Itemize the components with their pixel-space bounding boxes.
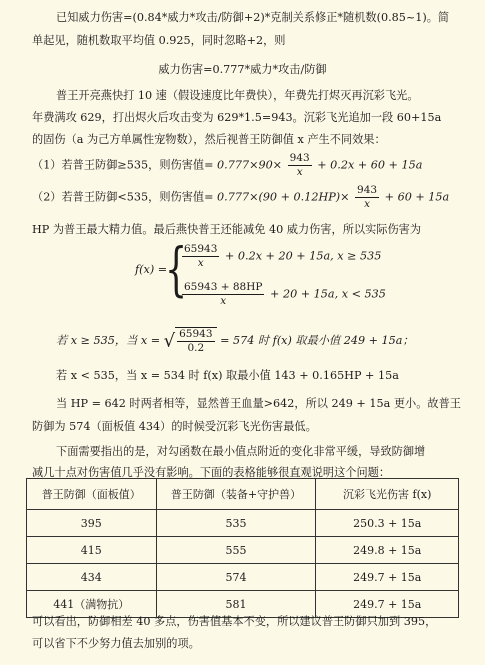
case2-numerator: 943: [357, 184, 378, 196]
top-numerator: 65943: [184, 243, 218, 255]
hp-line: HP 为普王最大精力值。最后燕快普王还能减免 40 威力伤害，所以实际伤害为: [32, 223, 422, 236]
bottom-numerator: 65943 + 88HP: [184, 281, 263, 293]
header-total-defense: 普王防御（装备+守护兽）: [156, 479, 316, 510]
table-intro-2: 减几十点对伤害值几乎没有影响。下面的表格能够很直观说明这个问题：: [32, 466, 391, 479]
case1-line: [32, 152, 453, 179]
table-cell: 249.7 + 15a: [316, 564, 459, 591]
bottom-fraction: [182, 281, 264, 308]
case2-line: [32, 184, 453, 211]
case1-numerator: 943: [289, 152, 310, 164]
case1-fraction: [288, 152, 312, 179]
table-cell: 441（满物抗）: [27, 591, 157, 618]
bottom-rest: + 20 + 15a, x < 535: [270, 287, 386, 301]
min1-tail: = 574 时 f(x) 取最小值 249 + 15a；: [220, 334, 414, 347]
piecewise-top: [180, 243, 453, 270]
table-cell: 249.8 + 15a: [316, 537, 459, 564]
table-cell: 555: [156, 537, 316, 564]
header-panel-defense: 普王防御（面板值）: [27, 479, 157, 510]
table-row: [27, 510, 459, 537]
para2-line-2: 年费满攻 629，打出烬火后攻击变为 629*1.5=943。沉彩飞光追加一段 60+15a: [32, 111, 442, 124]
table-cell: 415: [27, 537, 157, 564]
piecewise-bottom: [180, 281, 453, 308]
table-cell: 249.7 + 15a: [316, 591, 459, 618]
table-cell: 395: [27, 510, 157, 537]
para2-line-1: 普王开亮燕快打 10 速（假设速度比年费快），年费先打烬灭再沉彩飞光。: [56, 89, 419, 102]
case1-post: + 0.2x + 60 + 15a: [317, 158, 423, 172]
case2-pre: 0.777×(90 + 0.12HP)×: [217, 190, 350, 204]
min2-line: 若 x < 535，当 x = 534 时 f(x) 取最小值 143 + 0.165HP + 15a: [56, 369, 399, 382]
top-fraction: [182, 243, 219, 270]
sqrt-expression: √ $\frac{65943}{0.2}$: [164, 327, 217, 355]
table-cell: 574: [156, 564, 316, 591]
table-cell: 581: [156, 591, 316, 618]
case2-fraction: [355, 184, 379, 211]
min1-line: [56, 327, 453, 355]
case1-pre: 0.777×90×: [217, 158, 283, 172]
table-row: [27, 564, 459, 591]
intro-line-2: 单起见，随机数取平均值 0.925，同时忽略+2，则: [32, 34, 286, 47]
case1-denominator: x: [296, 166, 303, 178]
table-cell: 250.3 + 15a: [316, 510, 459, 537]
table-cell: 535: [156, 510, 316, 537]
para2-line-3: 的固伤（a 为己方单属性宠物数），然后视普王防御值 x 产生不同效果：: [32, 133, 386, 146]
conclusion-line-1: 可以看出，防御相差 40 多点，伤害值基本不变，所以建议普王防御只加到 395，: [32, 615, 437, 628]
top-rest: + 0.2x + 20 + 15a, x ≥ 535: [224, 249, 382, 263]
case2-denominator: x: [364, 198, 371, 210]
piecewise-brace: {: [165, 235, 188, 303]
intro-line-1: 已知威力伤害=(0.84*威力*攻击/防御+2)*克制关系修正*随机数(0.85~1)。简: [56, 11, 450, 24]
min1-lead: 若 x ≥ 535，当 x =: [56, 334, 161, 347]
fx-label: f(x) =: [135, 263, 168, 276]
table-intro-1: 下面需要指出的是，对勾函数在最小值点附近的变化非常平缓，导致防御增: [56, 445, 426, 458]
table-cell: 434: [27, 564, 157, 591]
sqrt-numerator: 65943: [179, 328, 213, 340]
defense-damage-table: [26, 478, 459, 618]
conclusion-line-2: 可以省下不少努力值去加别的项。: [32, 637, 200, 650]
hp642-line-2: 防御为 574（面板值 434）的时候受沉彩飞光伤害最低。: [32, 420, 317, 433]
table-row: [27, 537, 459, 564]
case1-lead: （1）若普王防御≥535，则伤害值=: [32, 158, 214, 172]
sqrt-denominator: 0.2: [187, 342, 205, 354]
case2-post: + 60 + 15a: [384, 190, 450, 204]
damage-formula: 威力伤害=0.777*威力*攻击/防御: [158, 63, 327, 76]
case2-lead: （2）若普王防御<535，则伤害值=: [32, 190, 214, 204]
top-denominator: x: [197, 257, 204, 269]
hp642-line-1: 当 HP = 642 时两者相等，显然普王血量>642，所以 249 + 15a 更小。故普王: [56, 397, 461, 410]
bottom-denominator: x: [220, 295, 227, 307]
header-damage: 沉彩飞光伤害 f(x): [316, 479, 459, 510]
table-header-row: [27, 479, 459, 510]
